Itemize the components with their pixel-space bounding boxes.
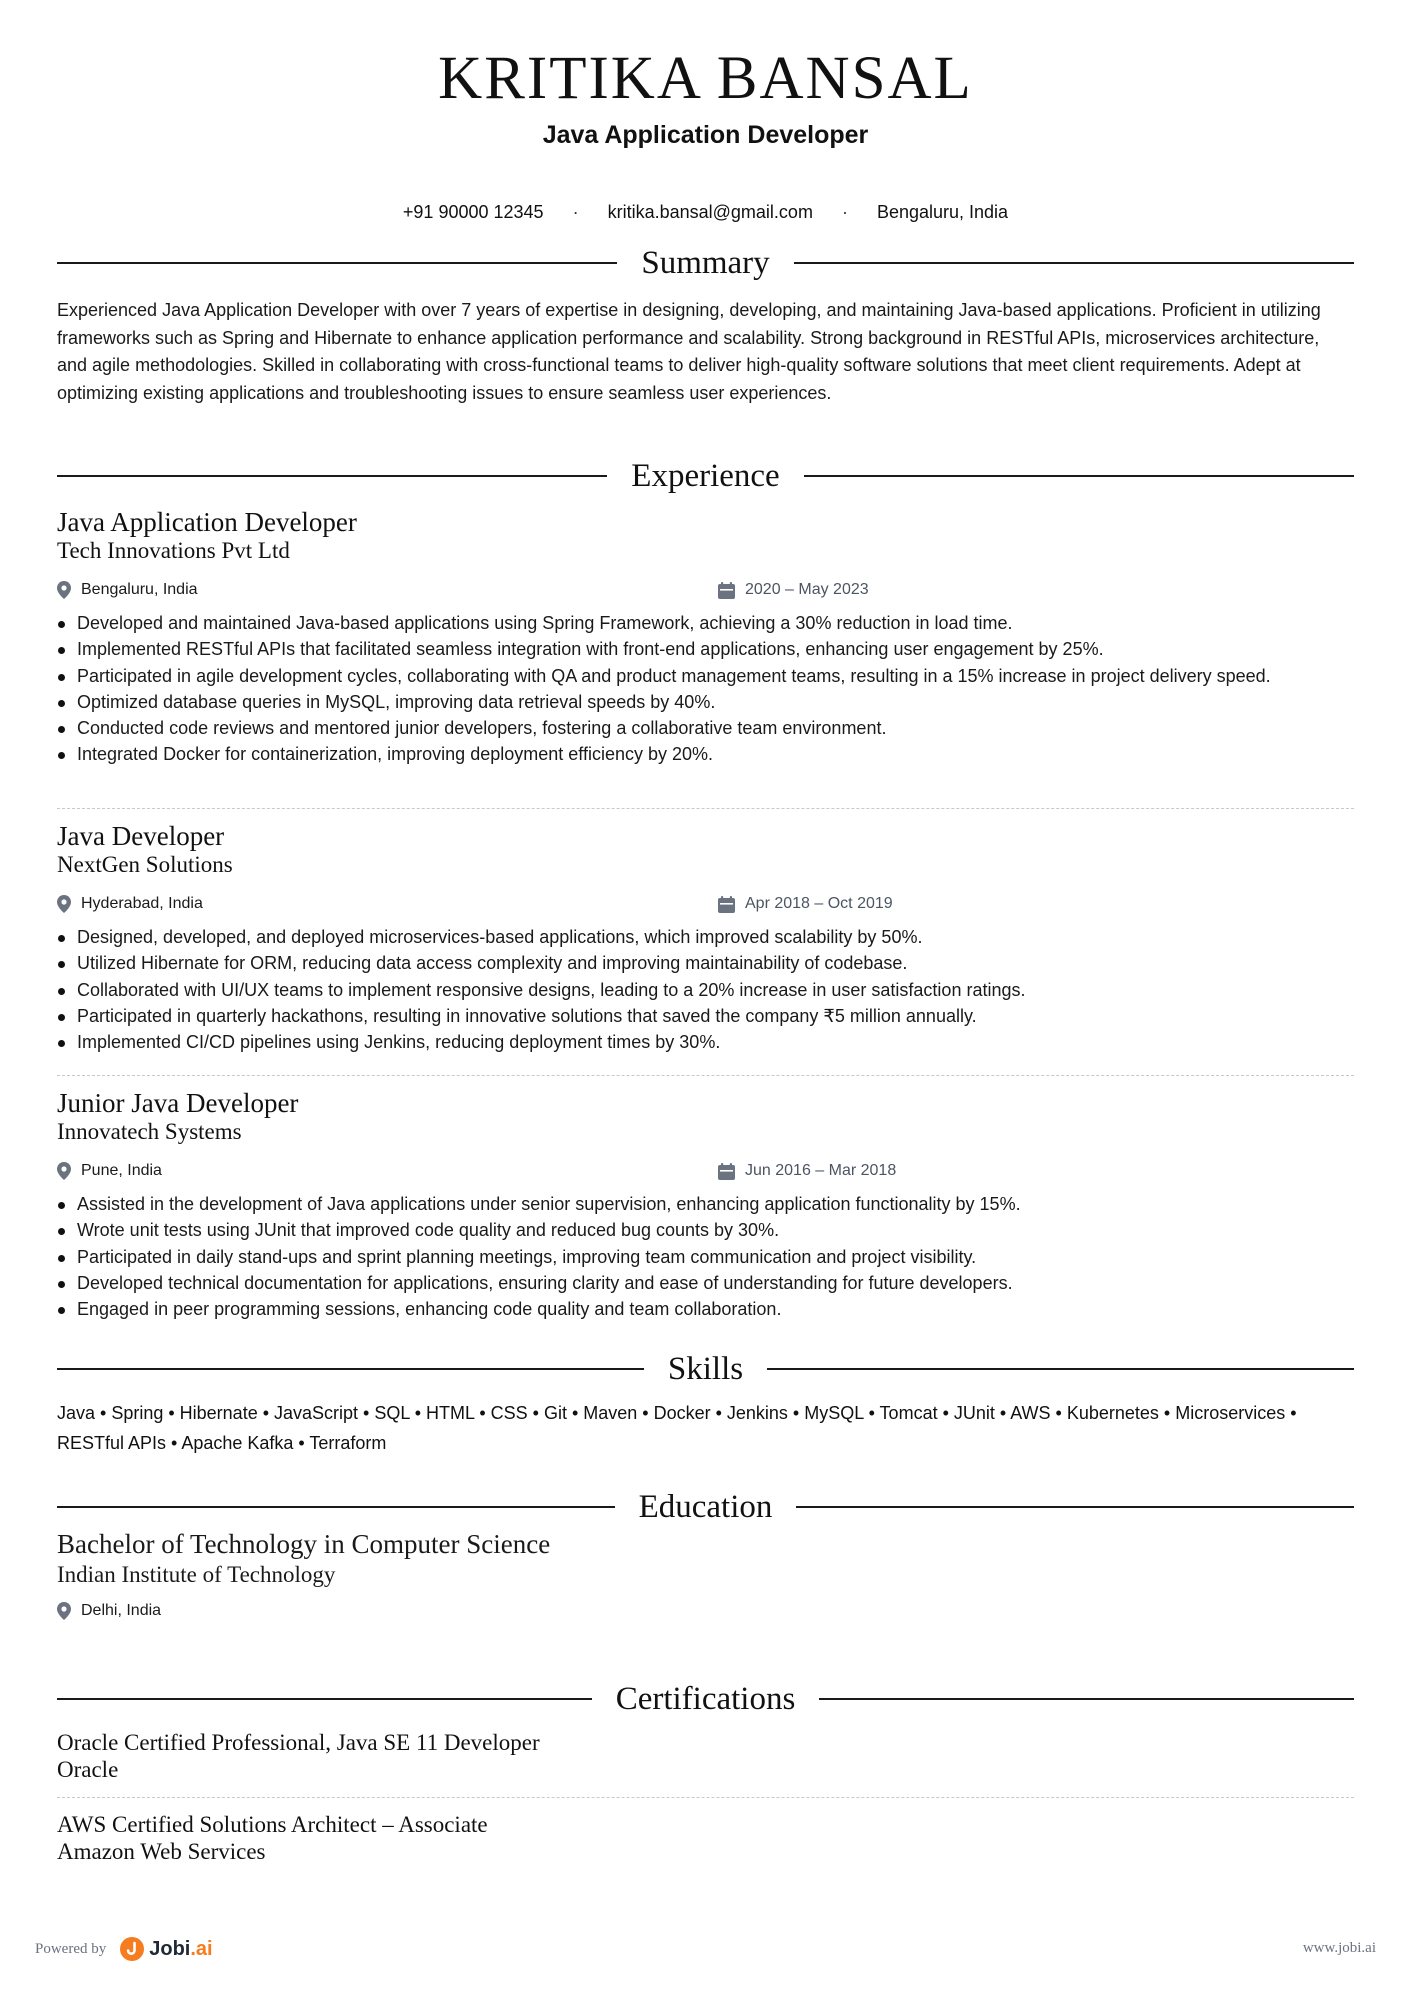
- education-meta: [57, 1602, 1354, 1626]
- education-entry: [57, 1528, 1354, 1626]
- job-dates-text: Apr 2018 – Oct 2019: [745, 895, 893, 912]
- calendar-icon: [718, 896, 735, 913]
- job-dates: [718, 895, 893, 913]
- bullet-item: Developed and maintained Java-based applications using Spring Framework, achieving a 30% reduction in load time.: [57, 613, 1354, 634]
- contact-location: Bengaluru, India: [876, 202, 1009, 222]
- map-pin-icon: [57, 1162, 71, 1180]
- brand-name-main: Jobi: [149, 1937, 191, 1960]
- job-location-text: Pune, India: [81, 1162, 162, 1179]
- section-title: Certifications: [615, 1681, 796, 1717]
- contact-separator: ·: [572, 202, 579, 222]
- section-rule: [57, 475, 607, 477]
- contact-phone: +91 90000 12345: [402, 202, 544, 222]
- job-dates-text: 2020 – May 2023: [745, 581, 869, 598]
- powered-by-label: Powered by: [35, 1940, 107, 1957]
- contact-line: [57, 202, 1354, 223]
- section-rule: [794, 262, 1354, 264]
- section-rule: [767, 1368, 1354, 1370]
- section-rule: [804, 475, 1354, 477]
- bullet-item: Assisted in the development of Java applications under senior supervision, enhancing application functionality by 15%.: [57, 1194, 1354, 1215]
- bullet-item: Designed, developed, and deployed microservices-based applications, which improved scalability by 50%.: [57, 927, 1354, 948]
- section-header-certifications: [57, 1679, 1354, 1719]
- summary-text: Experienced Java Application Developer with over 7 years of expertise in designing, developing, and maintaining Java-based applications. Proficient in utilizing frameworks such as Spring and Hibernate to enhance application performance and scalability. Strong background in RESTful APIs, microservices architecture, and agile methodologies. Skilled in collaborating with cross-functional teams to deliver high-quality software solutions that meet client requirements. Adept at optimizing existing applications and troubleshooting issues to ensure seamless user experiences.: [57, 300, 1321, 403]
- entry-divider: [57, 1797, 1354, 1798]
- candidate-role: Java Application Developer: [542, 121, 869, 149]
- brand-logo[interactable]: [120, 1937, 212, 1961]
- experience-entry: [57, 1088, 1354, 1325]
- skills-list: Java • Spring • Hibernate • JavaScript • SQL • HTML • CSS • Git • Maven • Docker • Jenkins • MySQL • Tomcat • JUnit • AWS • Kubernetes • Microservices • RESTful APIs • Apache Kafka • Terraform: [57, 1403, 1297, 1453]
- bullet-item: Participated in quarterly hackathons, resulting in innovative solutions that saved the company ₹5 million annually.: [57, 1006, 1354, 1027]
- calendar-icon: [718, 1163, 735, 1180]
- certification-org: Amazon Web Services: [57, 1839, 266, 1864]
- entry-divider: [57, 808, 1354, 809]
- section-rule: [57, 262, 617, 264]
- bullet-item: Developed technical documentation for applications, ensuring clarity and ease of understanding for future developers.: [57, 1273, 1354, 1294]
- footer-url[interactable]: www.jobi.ai: [1302, 1940, 1376, 1956]
- bullet-item: Implemented CI/CD pipelines using Jenkins, reducing deployment times by 30%.: [57, 1032, 1354, 1053]
- bullet-item: Utilized Hibernate for ORM, reducing data access complexity and improving maintainability of codebase.: [57, 953, 1354, 974]
- bullet-item: Implemented RESTful APIs that facilitated seamless integration with front-end applications, enhancing user engagement by 25%.: [57, 639, 1354, 660]
- education-degree: Bachelor of Technology in Computer Science: [57, 1529, 551, 1559]
- job-title: Java Application Developer: [57, 507, 357, 537]
- certification-entry: [57, 1729, 1354, 1783]
- section-title: Summary: [641, 245, 770, 281]
- calendar-icon: [718, 582, 735, 599]
- bullet-item: Integrated Docker for containerization, improving deployment efficiency by 20%.: [57, 744, 1354, 765]
- education-location-text: Delhi, India: [81, 1602, 162, 1619]
- bullet-item: Wrote unit tests using JUnit that improved code quality and reduced bug counts by 30%.: [57, 1220, 1354, 1241]
- bullet-item: Collaborated with UI/UX teams to implement responsive designs, leading to a 20% increase in user satisfaction ratings.: [57, 980, 1354, 1001]
- job-bullets: [57, 1194, 1354, 1320]
- certification-name: Oracle Certified Professional, Java SE 11 Developer: [57, 1730, 540, 1755]
- brand-name-suffix: .ai: [190, 1937, 213, 1960]
- section-title: Experience: [631, 458, 780, 494]
- education-school: Indian Institute of Technology: [57, 1562, 336, 1587]
- job-dates: [718, 1162, 896, 1180]
- section-title: Education: [638, 1489, 773, 1525]
- section-rule: [819, 1698, 1354, 1700]
- section-rule: [57, 1698, 592, 1700]
- job-bullets: [57, 927, 1354, 1053]
- section-rule: [57, 1506, 615, 1508]
- brand-name: [149, 1938, 212, 1961]
- map-pin-icon: [57, 1602, 71, 1620]
- section-header-experience: [57, 456, 1354, 496]
- job-company: Tech Innovations Pvt Ltd: [57, 538, 290, 563]
- map-pin-icon: [57, 581, 71, 599]
- job-location-text: Bengaluru, India: [81, 581, 198, 598]
- job-company: Innovatech Systems: [57, 1119, 242, 1144]
- job-meta: [57, 1162, 1354, 1186]
- footer-powered-by: [35, 1937, 213, 1961]
- job-dates: [718, 581, 869, 599]
- certification-org: Oracle: [57, 1757, 119, 1782]
- section-header-skills: [57, 1349, 1354, 1389]
- jobi-logo-icon: [120, 1937, 144, 1961]
- certification-name: AWS Certified Solutions Architect – Associate: [57, 1812, 488, 1837]
- education-location: [57, 1602, 161, 1620]
- candidate-name: KRITIKA BANSAL: [438, 45, 973, 112]
- map-pin-icon: [57, 895, 71, 913]
- experience-entry: [57, 821, 1354, 1058]
- job-location: [57, 581, 198, 599]
- job-meta: [57, 581, 1354, 605]
- certification-entry: [57, 1811, 1354, 1865]
- job-company: NextGen Solutions: [57, 852, 233, 877]
- job-meta: [57, 895, 1354, 919]
- job-bullets: [57, 613, 1354, 765]
- experience-entry: [57, 507, 1354, 771]
- section-header-education: [57, 1487, 1354, 1527]
- section-title: Skills: [667, 1351, 744, 1387]
- bullet-item: Optimized database queries in MySQL, improving data retrieval speeds by 40%.: [57, 692, 1354, 713]
- job-location-text: Hyderabad, India: [81, 895, 203, 912]
- job-title: Java Developer: [57, 821, 225, 851]
- bullet-item: Participated in daily stand-ups and sprint planning meetings, improving team communication and project visibility.: [57, 1247, 1354, 1268]
- job-location: [57, 895, 203, 913]
- job-title: Junior Java Developer: [57, 1088, 299, 1118]
- section-rule: [57, 1368, 644, 1370]
- section-rule: [796, 1506, 1354, 1508]
- job-dates-text: Jun 2016 – Mar 2018: [745, 1162, 897, 1179]
- bullet-item: Engaged in peer programming sessions, enhancing code quality and team collaboration.: [57, 1299, 1354, 1320]
- bullet-item: Conducted code reviews and mentored junior developers, fostering a collaborative team environment.: [57, 718, 1354, 739]
- entry-divider: [57, 1075, 1354, 1076]
- job-location: [57, 1162, 162, 1180]
- bullet-item: Participated in agile development cycles, collaborating with QA and product management teams, resulting in a 15% increase in project delivery speed.: [57, 666, 1354, 687]
- contact-separator: ·: [841, 202, 848, 222]
- section-header-summary: [57, 243, 1354, 283]
- contact-email: kritika.bansal@gmail.com: [607, 202, 813, 222]
